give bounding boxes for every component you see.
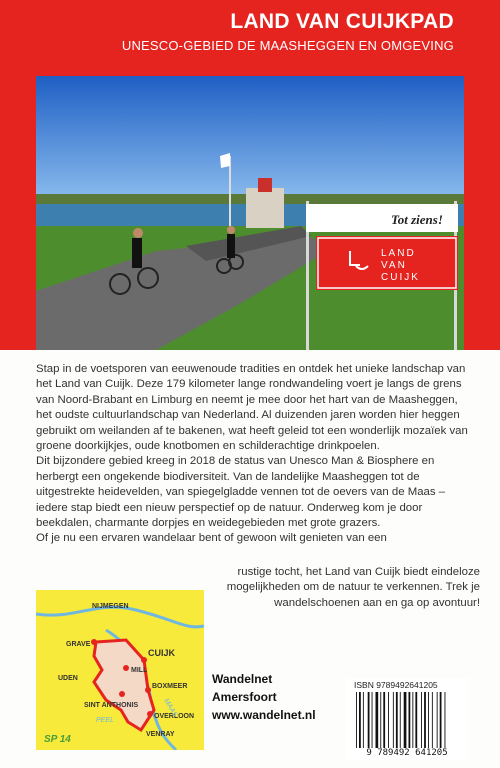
map-dot-sint-anthonis [119, 691, 125, 697]
map-label-uden: UDEN [58, 675, 78, 682]
book-title: LAND VAN CUIJKPAD [230, 10, 454, 33]
map-label-mill: MILL [131, 667, 148, 674]
map-dot-overloon [147, 711, 153, 717]
barcode [346, 678, 468, 760]
barcode-bar [363, 692, 364, 748]
isbn-label: ISBN 9789492641205 [354, 680, 438, 690]
publisher-city: Amersfoort [212, 690, 277, 704]
map-dot-grave [91, 639, 97, 645]
barcode-bar [368, 692, 370, 748]
map-label-cuijk: CUIJK [148, 648, 176, 658]
map-dot-boxmeer [145, 687, 151, 693]
description-paragraph-2: Dit bijzondere gebied kreeg in 2018 de status van Unesco Man & Biosphere en herbergt een ongekende biodiversiteit. Van de landelijke Maasheggen tot de uitgestrekte heidevelden, van spiegelgladde vennen tot de oevers van de Maas – iedere stap biedt een nieuw perspectief op de natuur. Onderweg kom je door beekdalen, charmante dorpjes en weidegebieden met grote grazers. [36, 455, 446, 530]
barcode-bar [432, 692, 433, 748]
map-badge: SP 14 [44, 734, 71, 745]
ferry [246, 188, 284, 228]
barcode-digits: 9 789492 641205 [366, 748, 448, 758]
barcode-bar [404, 692, 407, 748]
barcode-bar [437, 692, 438, 748]
barcode-bar [396, 692, 398, 748]
description-paragraph-3-start: Of je nu een ervaren wandelaar bent of gewoon wilt genieten van een [36, 532, 387, 545]
description [36, 362, 468, 547]
barcode-bar [409, 692, 411, 748]
map-label-sint-anthonis: SINT ANTHONIS [84, 702, 139, 709]
barcode-bar [380, 692, 381, 748]
map-label-venray: VENRAY [146, 731, 175, 738]
sign-logo-line-3: CUIJK [381, 272, 420, 283]
barcode-bar [440, 692, 442, 748]
barcode-bar [359, 692, 361, 748]
publisher-website: www.wandelnet.nl [212, 708, 316, 722]
ferry-cabin [258, 178, 272, 192]
sign-farewell-text: Tot ziens! [391, 212, 443, 227]
publisher-name: Wandelnet [212, 672, 273, 686]
barcode-bar [372, 692, 373, 748]
route-map [36, 590, 204, 750]
barcode-bar [428, 692, 429, 748]
book-subtitle: UNESCO-GEBIED DE MAASHEGGEN EN OMGEVING [121, 38, 454, 53]
map-label-overloon: OVERLOON [154, 713, 195, 720]
barcode-bar [421, 692, 422, 748]
cover-photo [36, 76, 464, 350]
barcode-bar [376, 692, 379, 748]
map-label-nijmegen: NIJMEGEN [92, 603, 129, 610]
description-paragraph-1: Stap in de voetsporen van eeuwenoude tradities en ontdek het unieke landschap van het Land van Cuijk. Deze 179 kilometer lange rondwandeling voert je langs de grens van Noord-Brabant en Limburg en neemt je mee door het hart van de Maasheggen, het oudste cultuurlandschap van Nederland. Al duizenden jaren worden hier heggen gebruikt om weilanden af te bakenen, wat heeft geleid tot een wonderlijk mozaïek van groene doorkijkjes, oude knotbomen en schilderachtige drinkpoelen. [36, 363, 468, 453]
barcode-bar [393, 692, 394, 748]
publisher-info [212, 670, 316, 724]
barcode-bar [412, 692, 413, 748]
barcode-bar [383, 692, 385, 748]
sign-logo-line-2: VAN [381, 260, 407, 271]
map-label-boxmeer: BOXMEER [152, 683, 188, 690]
sky [36, 76, 464, 206]
map-dot-cuijk [141, 657, 147, 663]
barcode-bar [415, 692, 417, 748]
map-label-grave: GRAVE [66, 641, 91, 648]
barcode-bar [400, 692, 401, 748]
map-dot-mill [123, 665, 129, 671]
barcode-bar [356, 692, 357, 748]
barcode-bar [424, 692, 426, 748]
map-label-maas: MAAS [162, 697, 179, 719]
barcode-bar [388, 692, 389, 748]
description-paragraph-3-rest: rustige tocht, het Land van Cuijk biedt eindeloze mogelijkheden om de natuur te verkennen. Trek je wandelschoenen aan en ga op avontuur! [226, 566, 480, 609]
sign-logo-line-1: LAND [381, 248, 416, 259]
map-label-peel: PEEL [96, 717, 114, 724]
barcode-bar [445, 692, 446, 748]
